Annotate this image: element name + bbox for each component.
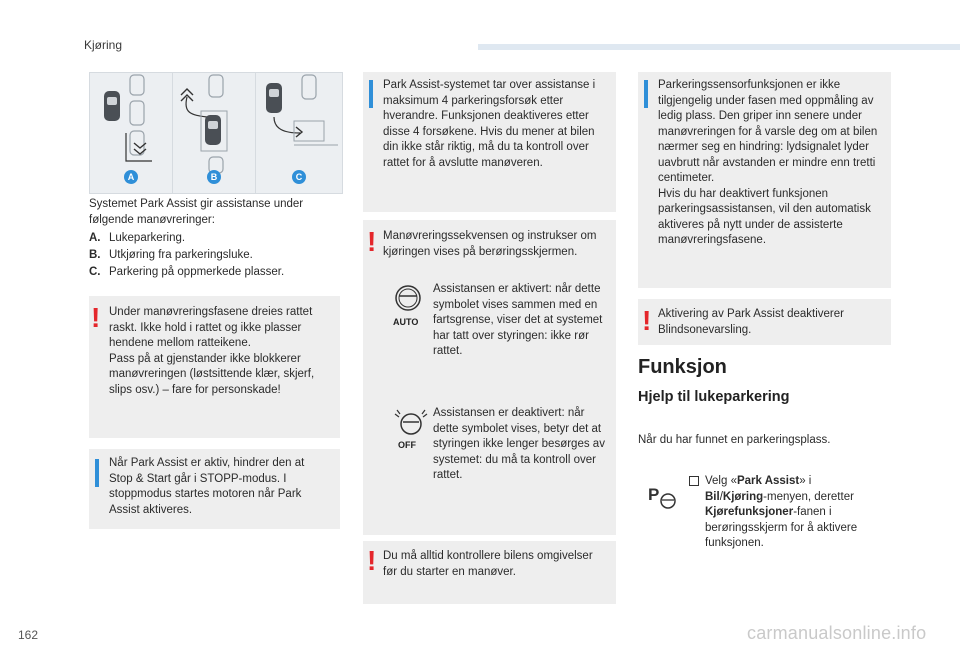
warning-icon: ! [642,305,652,336]
page-number: 162 [18,628,39,642]
steering-wheel-auto-icon [391,284,425,314]
intro-text: Systemet Park Assist gir assistanse under følgende manøvreringer: [89,198,304,226]
info-text: Parkeringssensorfunksjonen er ikke tilgjengelig under fasen med oppmåling av ledig plass. Den griper inn senere under manøvreringen for å varsle deg om at bilen nærmer seg en hindring: lydsignalet lyder uavbrutt når avstanden er mindre enn tretti centimeter. Hvis du har deaktivert funksjonen parkeringsassistansen, vil den automatisk aktiveres på nytt under de assisterte manøvreringsfasene. [658,79,878,246]
warning-text: Under manøvreringsfasene dreies rattet raskt. Ikke hold i rattet og ikke plasser hendene mellom ratteikene. Pass på at gjenstander ikke blokkerer manøvreringen (løstsittende klær, skjerf, slips osv.) – fare for personskade! [109,306,315,396]
auto-label: AUTO [393,317,419,327]
info-box [89,449,340,529]
badge-b: B [207,170,221,184]
warning-icon: ! [367,545,377,576]
diagram-panel-a [90,73,173,193]
diagram-panel-b [173,73,256,193]
off-description: Assistansen er deaktivert: når dette symbolet vises, betyr det at styringen ikke lenger besørges av systemet: du må ta kontroll over rattet. [433,407,605,481]
park-assist-icon: P [648,484,676,510]
warning-text: Aktivering av Park Assist deaktiverer Blindsonevarsling. [658,308,844,336]
auto-description: Assistansen er aktivert: når dette symbolet vises sammen med en fartsgrense, viser det at systemet har tatt over styringen: ikke rør rattet. [433,283,603,357]
park-assist-diagram [89,72,343,194]
warning-icon: ! [367,226,377,257]
subsection-heading: Hjelp til lukeparkering [638,389,790,405]
warning-text: Manøvreringssekvensen og instrukser om kjøringen vises på berøringsskjermen. [383,230,597,258]
warning-box [638,299,891,345]
warning-text: Du må alltid kontrollere bilens omgivelser før du starter en manøver. [383,550,593,578]
warning-box [89,296,340,438]
watermark: carmanualsonline.info [747,623,927,643]
section-title: Kjøring [84,38,123,52]
info-icon [644,80,648,108]
warning-box [363,220,616,535]
info-text: Park Assist-systemet tar over assistanse i maksimum 4 parkeringsforsøk etter hverandre. Funksjonen deaktiveres etter disse 4 forsøkene. Hvis du mener at bilen din ikke står riktig, må du ta kontroll over rattet for å avslutte manøveren. [383,79,596,169]
badge-a: A [124,170,138,184]
list-item: C. Parkering på oppmerkede plasser. [89,266,285,278]
instruction-text: Velg «Park Assist» i Bil/Kjøring-menyen, deretter Kjørefunksjoner-fanen i berøringsskjerm for å aktivere funksjonen. [705,475,858,549]
list-item: A. Lukeparkering. [89,232,186,244]
list-item: B. Utkjøring fra parkeringsluke. [89,249,253,261]
paragraph: Når du har funnet en parkeringsplass. [638,434,831,446]
info-icon [369,80,373,108]
steering-wheel-off-icon [393,408,429,438]
info-text: Når Park Assist er aktiv, hindrer den at Stop & Start går i STOPP-modus. I stoppmodus startes motoren når Park Assist aktiveres. [109,457,305,516]
info-box [638,72,891,288]
off-label: OFF [398,440,416,450]
section-heading: Funksjon [638,356,727,378]
warning-box [363,541,616,604]
diagram-panel-c [256,73,338,193]
header-bar [478,44,960,50]
steering-wheel-icon [659,492,677,510]
info-icon [95,459,99,487]
bullet-arrow-icon [689,476,699,486]
warning-icon: ! [91,302,101,333]
badge-c: C [292,170,306,184]
maneuver-list [89,230,339,281]
info-box [363,72,616,212]
